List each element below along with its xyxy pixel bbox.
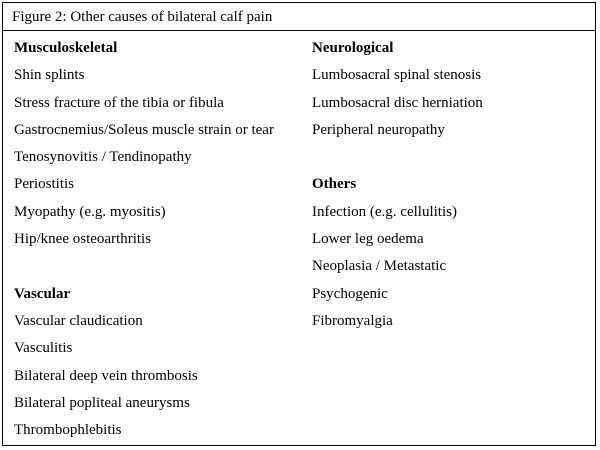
spacer — [312, 144, 483, 171]
section-heading-others: Others — [312, 176, 357, 193]
list-item: Shin splints — [14, 67, 85, 84]
list-item: Thrombophlebitis — [14, 422, 122, 439]
list-item: Bilateral deep vein thrombosis — [14, 367, 198, 384]
right-column — [312, 35, 483, 335]
spacer — [14, 253, 274, 280]
list-item: Myopathy (e.g. myositis) — [14, 203, 166, 220]
section-heading-neurological: Neurological — [312, 40, 394, 56]
section-heading-vascular: Vascular — [14, 285, 71, 302]
list-item: Tenosynovitis / Tendinopathy — [14, 149, 192, 166]
list-item: Neoplasia / Metastatic — [312, 258, 447, 275]
list-item: Bilateral popliteal aneurysms — [14, 394, 190, 411]
list-item: Peripheral neuropathy — [312, 121, 445, 138]
list-item: Periostitis — [14, 176, 75, 193]
figure-title-row — [3, 3, 595, 31]
list-item: Psychogenic — [312, 285, 388, 302]
list-item: Infection (e.g. cellulitis) — [312, 203, 457, 220]
figure-title: Figure 2: Other causes of bilateral calf pain — [12, 9, 273, 25]
figure-table — [2, 2, 596, 446]
list-item: Lumbosacral disc herniation — [312, 94, 483, 111]
list-item: Lower leg oedema — [312, 231, 424, 248]
list-item: Fibromyalgia — [312, 312, 393, 329]
list-item: Vascular claudication — [14, 312, 143, 329]
section-heading-musculoskeletal: Musculoskeletal — [14, 40, 118, 56]
list-item: Gastrocnemius/Soleus muscle strain or tear — [14, 121, 274, 138]
list-item: Stress fracture of the tibia or fibula — [14, 94, 224, 111]
list-item: Vasculitis — [14, 340, 73, 357]
list-item: Lumbosacral spinal stenosis — [312, 67, 482, 84]
list-item: Hip/knee osteoarthritis — [14, 231, 152, 248]
left-column — [14, 35, 274, 444]
